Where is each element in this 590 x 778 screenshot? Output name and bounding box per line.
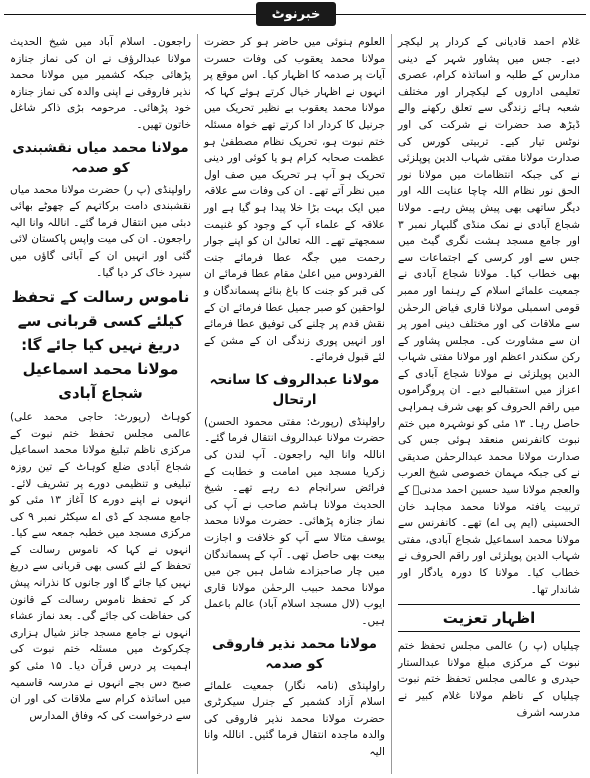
column-right xyxy=(392,34,586,774)
article-text: راجعون۔ اسلام آباد میں شیخ الحدیث مولانا عبدالرؤف نے ان کی نماز جنازہ پڑھائی جبکہ کشمیر میں مولانا محمد نذیر فاروقی نے اپنی والدہ کی نماز جنازہ خود پڑھائی۔ مرحومہ بڑی ذاکر شاغل خاتون تھیں۔ xyxy=(10,36,191,131)
section-badge: خبرنوٹ xyxy=(256,2,336,26)
masthead xyxy=(0,0,590,30)
headline-condolence: اظہار تعزیت xyxy=(398,604,580,632)
headline-muhammad-mian: مولانا محمد میاں نقشبندی کو صدمہ xyxy=(12,139,189,176)
article-text: راولپنڈی (رپورٹ: مفتی محمود الحسن) حضرت مولانا عبدالروف انتقال فرما گئے۔ اناللہ وانا الیہ راجعون۔ آپ لندن کی زکریا مسجد میں امامت و خطابت کے فرائض سرانجام دے رہے تھے۔ شیخ الحدیث مولانا ہاشم صاحب نے آپ کی نماز جنازہ پڑھائی۔ حضرت مولانا محمد یوسف متالا سے آپ کو خلافت و اجازت بیعت بھی حاصل تھی۔ آپ کے پسماندگان میں چار صاحبزادے شامل ہیں جن میں مولانا محمد حبیب الرحمٰن مولانا قاری ایوب (لال مسجد اسلام آباد) عالم باعمل ہیں۔ xyxy=(204,415,385,627)
columns xyxy=(4,34,586,774)
article-text: العلوم ہنوئی میں حاضر ہو کر حضرت مولانا محمد یعقوب کی وفات حسرت آیات پر صدمہ کا اظہار کیا۔ اس موقع پر انہوں نے اظہار خیال کرتے ہوئے کہا کہ مولانا محمد یعقوب بے نظیر تحریک میں جرنیل کا کردار ادا کرتے تھے خواہ مسئلہ ختم نبوت ہو، تحریک نظام مصطفیٰ ہو عظمت صحابہ کرام ہو یا کوئی اور دینی تحریک ہو آپ ہر تحریک میں صف اول میں نظر آتے تھے۔ ان کی وفات سے علاقہ میں ایک بہت بڑا خلا پیدا ہو گیا ہے اور علاقہ کے علماء آپ کے وجود کو غنیمت سمجھتے تھے۔ اللہ تعالیٰ ان کو اپنے جوار رحمت میں جگہ عطا فرمائے جنت الفردوس میں اعلیٰ مقام عطا فرمائے ان کی قبر کو جنت کا باغ بنائے پسماندگان و لواحقین کو صبر جمیل عطا فرمائے ان کے نقش قدم پر چلنے کی توفیق عطا فرمائے اور انہیں پوری زندگی ان کے مشن کے لئے قبول فرمائے۔ xyxy=(204,36,385,364)
article-text: راولپنڈی (پ ر) حضرت مولانا محمد میاں نقشبندی دامت برکاتہم کے چھوٹے بھائی دبئی میں انتقال فرما گئے۔ اناللہ وانا الیہ راجعون۔ ان کی میت واپس پاکستان لائی گئی اور انہیں ان کے آبائی گاؤں میں سپرد خاک کر دیا گیا۔ xyxy=(10,183,191,279)
article-text: چیلیاں (پ ر) عالمی مجلس تحفظ ختم نبوت کے مرکزی مبلغ مولانا عبدالستار حیدری و عالمی مجلس تحفظ ختم نبوت چیلیاں کے ناظم مولانا غلام کبیر نے مدرسہ اشرف xyxy=(398,640,580,719)
article-text: راولپنڈی (نامہ نگار) جمعیت علمائے اسلام آزاد کشمیر کے جنرل سیکرٹری حضرت مولانا محمد نذیر فاروقی کی والدہ ماجدہ انتقال فرما گئیں۔ اناللہ وانا الیہ xyxy=(204,679,385,758)
column-middle xyxy=(198,34,392,774)
masthead-rule-left xyxy=(4,14,256,15)
masthead-rule-right xyxy=(336,14,586,15)
article-text: کوہاٹ (رپورٹ: حاجی محمد علی) عالمی مجلس تحفظ ختم نبوت کے مرکزی ناظم تبلیغ مولانا محمد اسماعیل شجاع آبادی ضلع کوہاٹ کے تین روزہ تبلیغی و تنظیمی دورے پر تشریف لائے۔ انہوں نے اپنے دورے کا آغاز ۱۳ مئی کو جامع مسجد کے ڈی اے سیکٹر نمبر ۹ کی مرکزی مسجد میں خطبہ جمعہ سے کیا۔ انہوں نے کہا کہ ناموس رسالت کے تحفظ کے لئے کسی بھی قربانی سے دریغ نہیں کیا جائے گا اور جانوں کا نذرانہ پیش کر کے تحفظ ناموس رسالت کے قانون کی حفاظت کی جائے گی۔ بعد نماز عشاء انہوں نے جامع مسجد جانز شیال ہزاری چکرکوٹ میں مسئلہ ختم نبوت کی اہمیت پر درس قرآن دیا۔ ۱۵ مئی کو صبح دس بجے انہوں نے مدرسہ قاسمیہ میں اساتذہ کرام سے ملاقات کی اور ان سے درخواست کی کہ وفاق المدارس xyxy=(10,411,192,722)
article-text: غلام احمد قادیانی کے کردار پر لیکچر دیے۔ جس میں پشاور شہر کے دینی مدارس کے طلبہ و اساتذہ کرام، عصری تعلیمی اداروں کے لیکچرار اور مختلف شعبہ ہائے زندگی سے تعلق رکھنے والے ڈیڑھ صد حضرات نے شرکت کی اور نوٹس تیار کیے۔ تربیتی کورس کی صدارت مولانا مفتی شہاب الدین پوپلزئی نے کی جبکہ انتظامات میں مولانا نور الحق نور نظام اللہ چاچا عنایت اللہ اور دیگر ساتھی بھی پیش پیش رہے۔ مولانا شجاع آبادی نے نمک منڈی گلبہار نمبر ۳ اور جامع مسجد ہشت نگری گیٹ میں جس سے اور کرسی کے اجتماعات سے بھی خطاب کیا۔ مولانا شجاع آبادی نے جمعیت علمائے اسلام کے رہنما اور ممبر قومی اسمبلی مولانا قاری فیاض الرحمٰن سے ملاقات کی اور مختلف دینی امور پر ان سے مشاورت کی۔ مجلس پشاور کے رکن سکندر اعظم اور مولانا مفتی شہاب الدین پوپلزئی نے مولانا شجاع آبادی کے اعزاز میں استقبالیے دیے۔ ان پروگراموں میں راقم الحروف کو بھی شرف ہمراہی حاصل رہا۔ ۱۳ مئی کو نوشہرہ میں ختم نبوت کانفرنس منعقد ہوئی جس کی صدارت مولانا محمد عبدالرحمٰن صدیقی نے کی جبکہ مہمان خصوصی شیخ العرب والعجم مولانا سید حسین احمد مدنیؒ کے تربیت یافتہ مولانا محمد مجاہد خان الحسینی (ایم پی اے) تھے۔ کانفرنس سے مولانا محمد اسماعیل شجاع آبادی، مفتی شہاب الدین پوپلزئی اور راقم الحروف نے خطاب کیا۔ مولانا کا دورہ یادگار اور شاندار تھا۔ xyxy=(398,36,580,596)
headline-abdul-rauf: مولانا عبدالروف کا سانحہ ارتحال xyxy=(209,371,380,408)
headline-nazir-farooqi: مولانا محمد نذیر فاروقی کو صدمہ xyxy=(212,635,377,672)
column-left xyxy=(4,34,198,774)
headline-namoos-risalat: ناموس رسالت کے تحفظ کیلئے کسی قربانی سے دریغ نہیں کیا جائے گا: مولانا محمد اسماعیل شجاع آبادی xyxy=(11,288,190,403)
